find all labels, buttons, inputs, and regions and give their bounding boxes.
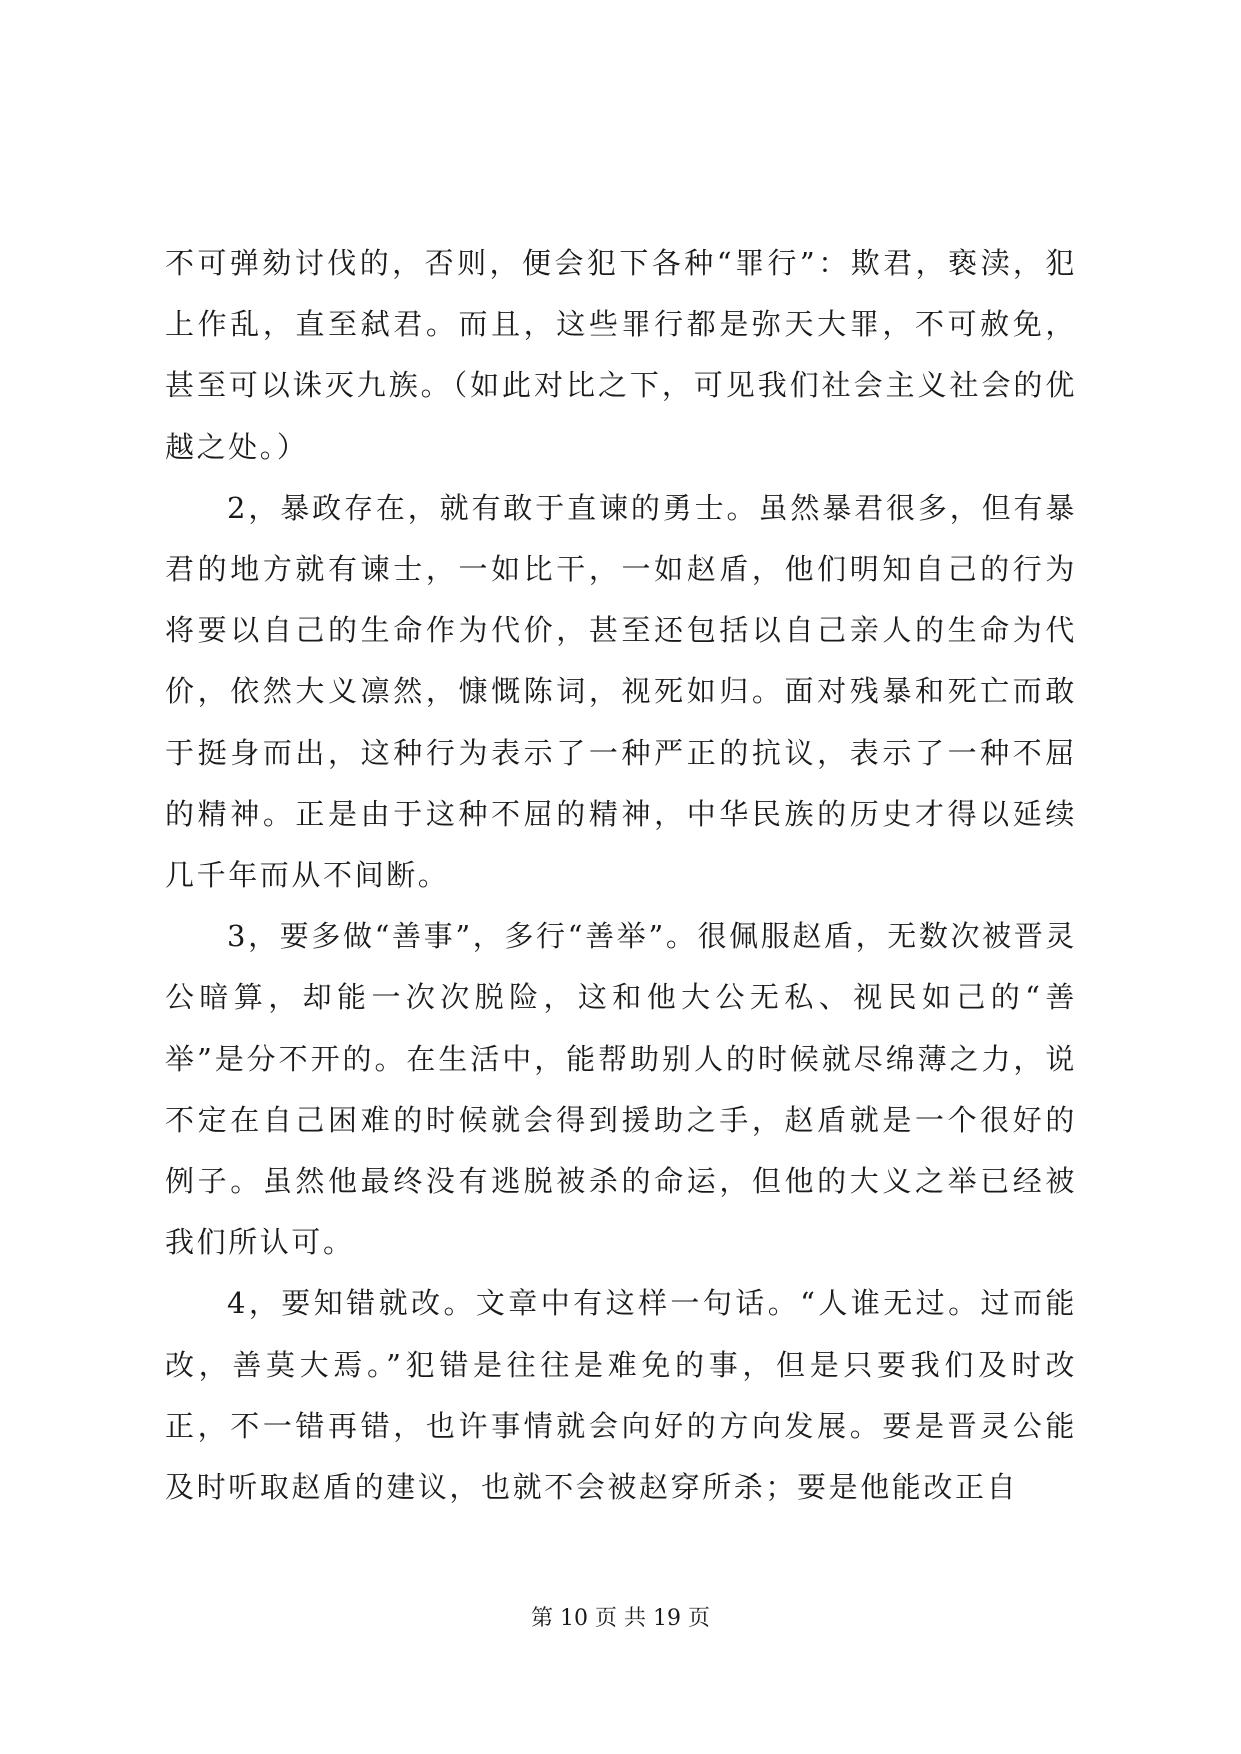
paragraph-text: 能及时听取赵盾的建议，也就不会被赵穿所杀；要是他能改正自 — [165, 1408, 1077, 1505]
paragraph-2 — [165, 478, 1077, 906]
paragraph-text: 晋灵公暗算，却能一次次脱险，这和他大公无私、视民如己的“善 — [165, 919, 1077, 1015]
paragraph-text: 敢于挺身而出，这种行为表示了一种严正的抗议，表示了一种不 — [165, 674, 1077, 770]
page-footer: 第 10 页 共 19 页 — [531, 1606, 710, 1631]
paragraph-text: 的例子。虽然他最终没有逃脱被杀的命运，但他的大义之举已经 — [165, 1102, 1077, 1199]
paragraph-text: 能改，善莫大焉。”犯错是往往是难免的事，但是只要我们及时 — [165, 1286, 1077, 1382]
paragraph-text: 甚至可以诛灭九族。（如此对比之下，可见我们社会主义社会的 — [165, 368, 1046, 403]
paragraph-text: 代价，依然大义凛然，慷慨陈词，视死如归。面对残暴和死亡而 — [165, 613, 1077, 709]
paragraph-text: 暴君的地方就有谏士，一如比干，一如赵盾，他们明知自己的行 — [165, 490, 1077, 587]
paragraph-text: 屈的精神。正是由于这种不屈的精神，中华民族的历史才得以延 — [165, 735, 1077, 831]
paragraph-text: 为将要以自己的生命作为代价，甚至还包括以自己亲人的生命为 — [165, 552, 1077, 648]
paragraph-text: 不可弹劾讨伐的，否则，便会犯下各种“罪行”：欺君，亵渎， — [165, 246, 1046, 280]
paragraph-text: 改正，不一错再错，也许事情就会向好的方向发展。要是晋灵公 — [165, 1347, 1077, 1443]
paragraph-text: 优越之处。） — [165, 368, 1077, 464]
paragraph-text: 4，要知错就改。文章中有这样一句话。“人谁无过。过而 — [227, 1286, 1046, 1321]
paragraph-text: 3，要多做“善事”，多行“善举”。很佩服赵盾，无数次被 — [227, 919, 1014, 954]
paragraph-1 — [165, 233, 1077, 478]
paragraph-3 — [165, 906, 1077, 1273]
paragraph-text: 被我们所认可。 — [165, 1164, 1077, 1260]
paragraph-text: 举”是分不开的。在生活中，能帮助别人的时候就尽绵薄之力， — [165, 1041, 1046, 1076]
paragraph-text: 说不定在自己困难的时候就会得到援助之手，赵盾就是一个很好 — [165, 1041, 1077, 1137]
body-text — [165, 233, 1077, 1518]
paragraph-text: 犯上作乱，直至弑君。而且，这些罪行都是弥天大罪，不可赦免， — [165, 246, 1077, 342]
paragraph-text: 2，暴政存在，就有敢于直谏的勇士。虽然暴君很多，但有 — [227, 490, 1046, 525]
paragraph-4 — [165, 1273, 1077, 1518]
paragraph-text: 续几千年而从不间断。 — [165, 796, 1077, 893]
